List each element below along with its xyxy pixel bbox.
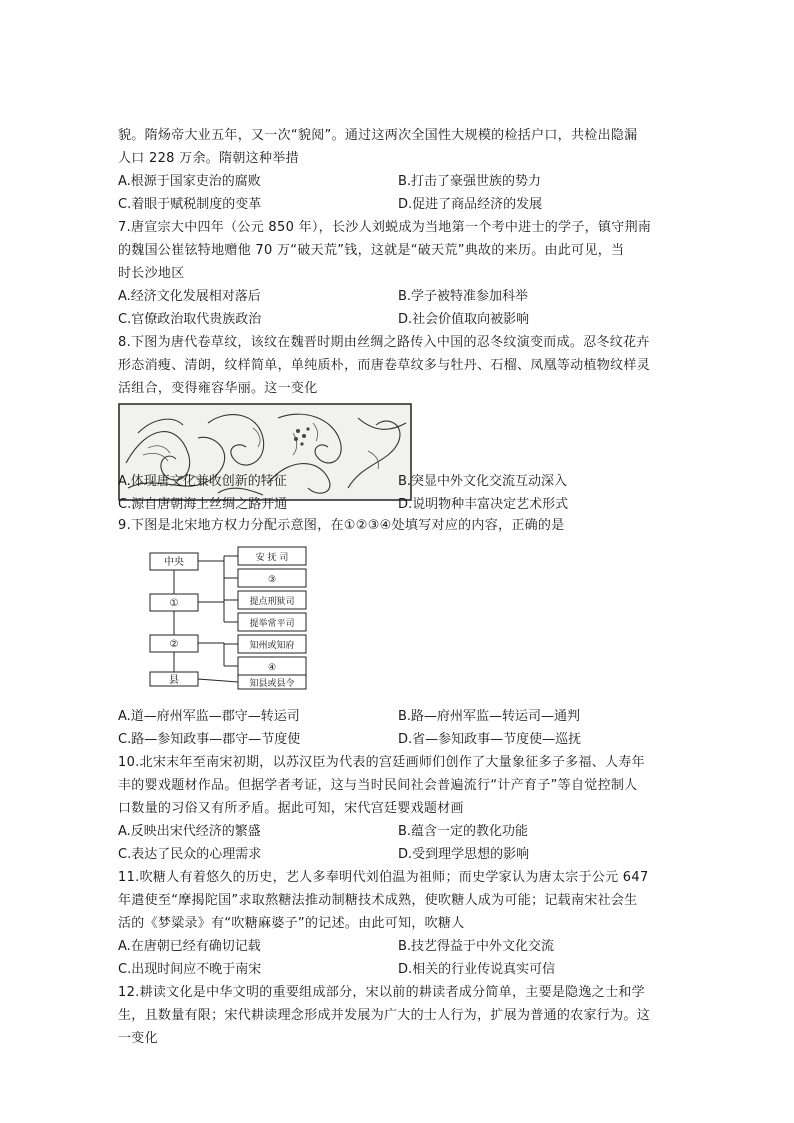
county-label: 县 [169,675,179,686]
blank-3-label: ③ [267,575,277,585]
song-local-power-diagram [146,544,316,692]
q8-option-c: C.源自唐朝海上丝绸之路开通 [118,497,288,512]
zhizhou-zhifu-label: 知州或知府 [249,641,295,651]
q10-text-line-2: 丰的婴戏题材作品。但据学者考证，这与当时民间社会普遍流行“计产育子”等自觉控制人 [118,778,638,793]
q9-option-b: B.路—府州军监—转运司—通判 [398,709,581,724]
q8-option-a: A.体现唐文化兼收创新的特征 [118,474,287,489]
center-label: 中央 [164,557,184,568]
tiju-changping-si-label: 提举常平司 [249,619,295,629]
q7-text-line-1: 7.唐宣宗大中四年（公元 850 年），长沙人刘蜕成为当地第一个考中进士的学子，镇守荆南 [118,220,652,235]
q8-option-b: B.突显中外文化交流互动深入 [398,474,568,489]
q6-text-line-2: 人口 228 万余。隋朝这种举措 [118,151,299,166]
q11-option-a: A.在唐朝已经有确切记载 [118,939,261,954]
q7-option-a: A.经济文化发展相对落后 [118,289,261,304]
q10-text-line-3: 口数量的习俗又有所矛盾。据此可知，宋代宫廷婴戏题材画 [118,801,464,816]
q10-option-c: C.表达了民众的心理需求 [118,847,262,862]
q7-text-line-3: 时长沙地区 [118,266,185,281]
q11-text-line-2: 年遣使至“摩揭陀国”求取熬糖法推动制糖技术成熟，使吹糖人成为可能；记载南宋社会生 [118,893,638,908]
q6-text-line-1: 貌。隋炀帝大业五年，又一次“貌阅”。通过这两次全国性大规模的检括户口，共检出隐漏 [118,128,638,143]
q9-option-a: A.道—府州军监—郡守—转运司 [118,709,300,724]
q12-text-line-3: 一变化 [118,1031,158,1046]
q9-option-c: C.路—参知政事—郡守—节度使 [118,732,301,747]
anfu-si-label: 安 抚 司 [255,553,289,563]
blank-2-label: ② [169,639,179,650]
q10-option-b: B.蕴含一定的教化功能 [398,824,529,839]
q10-option-a: A.反映出宋代经济的繁盛 [118,824,261,839]
q9-text-line-1: 9.下图是北宋地方权力分配示意图，在①②③④处填写对应的内容，正确的是 [118,518,565,533]
blank-1-label: ① [169,598,179,609]
q11-option-c: C.出现时间应不晚于南宋 [118,962,262,977]
q7-option-c: C.官僚政治取代贵族政治 [118,312,262,327]
q11-option-d: D.相关的行业传说真实可信 [398,962,556,977]
q11-text-line-1: 11.吹糖人有着悠久的历史，艺人多奉明代刘伯温为祖师；而史学家认为唐太宗于公元 647 [118,870,649,885]
q12-text-line-1: 12.耕读文化是中华文明的重要组成部分，宋以前的耕读者成分简单，主要是隐逸之士和学 [118,985,645,1000]
q6-option-b: B.打击了豪强世族的势力 [398,174,542,189]
q7-text-line-2: 的魏国公崔铉特地赠他 70 万“破天荒”钱，这就是“破天荒”典故的来历。由此可见，当 [118,243,625,258]
q6-option-a: A.根源于国家吏治的腐败 [118,174,261,189]
q8-option-d: D.说明物种丰富决定艺术形式 [398,497,569,512]
q8-text-line-1: 8.下图为唐代卷草纹，该纹在魏晋时期由丝绸之路传入中国的忍冬纹演变而成。忍冬纹花卉 [118,335,650,350]
q6-option-c: C.着眼于赋税制度的变革 [118,197,262,212]
q10-option-d: D.受到理学思想的影响 [398,847,530,862]
q6-option-d: D.促进了商品经济的发展 [398,197,543,212]
q8-text-line-3: 活组合，变得雍容华丽。这一变化 [118,381,318,396]
q10-text-line-1: 10.北宋末年至南宋初期，以苏汉臣为代表的宫廷画师们创作了大量象征多子多福、人寿年 [118,755,645,770]
q7-option-b: B.学子被特准参加科举 [398,289,529,304]
q12-text-line-2: 生，且数量有限；宋代耕读理念形成并发展为广大的士人行为，扩展为普通的农家行为。这 [118,1008,651,1023]
q8-text-line-2: 形态消瘦、清朗，纹样简单，单纯质朴，而唐卷草纹多与牡丹、石榴、凤凰等动植物纹样灵 [118,358,651,373]
blank-4-label: ④ [267,663,277,673]
zhixian-xianling-label: 知县或县令 [249,679,295,689]
q11-text-line-3: 活的《梦粱录》有“吹糖麻婆子”的记述。由此可知，吹糖人 [118,916,465,931]
q7-option-d: D.社会价值取向被影响 [398,312,530,327]
q9-option-d: D.省—参知政事—节度使—巡抚 [398,732,582,747]
tidian-xingyu-si-label: 提点刑狱司 [249,597,295,607]
q11-option-b: B.技艺得益于中外文化交流 [398,939,555,954]
